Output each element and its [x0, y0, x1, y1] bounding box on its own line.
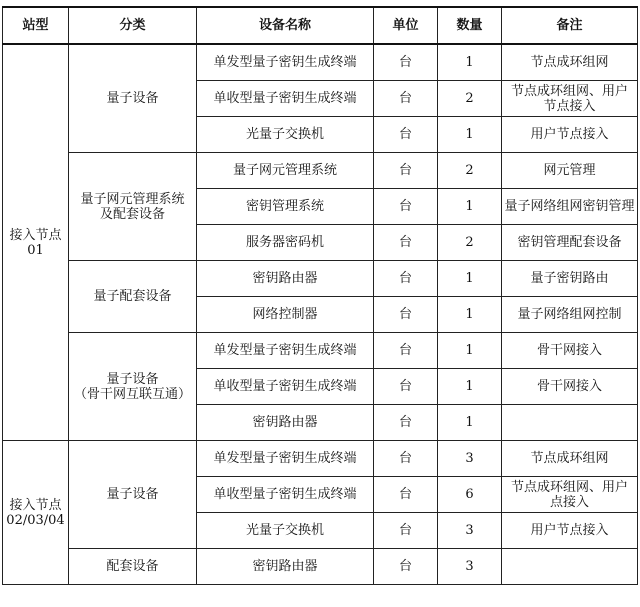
- table-row: [3, 261, 638, 297]
- quantity-cell: 1: [438, 405, 502, 441]
- unit-cell: 台: [374, 153, 438, 189]
- site-type-cell: 接入节点 01: [3, 44, 69, 441]
- device-name-cell: 服务器密码机: [197, 225, 374, 261]
- unit-cell: 台: [374, 405, 438, 441]
- category-cell: 量子配套设备: [69, 261, 197, 333]
- unit-cell: 台: [374, 441, 438, 477]
- remarks-cell: 节点成环组网: [502, 44, 638, 81]
- quantity-cell: 1: [438, 261, 502, 297]
- category-cell: 量子设备 （骨干网互联互通）: [69, 333, 197, 441]
- table-body: [3, 44, 638, 585]
- remarks-cell: 节点成环组网、用户 节点接入: [502, 81, 638, 117]
- unit-cell: 台: [374, 117, 438, 153]
- device-name-cell: 光量子交换机: [197, 117, 374, 153]
- remarks-cell: 量子密钥路由: [502, 261, 638, 297]
- header-remarks: 备注: [502, 7, 638, 44]
- unit-cell: 台: [374, 477, 438, 513]
- remarks-cell: 骨干网接入: [502, 369, 638, 405]
- quantity-cell: 3: [438, 513, 502, 549]
- header-device-name: 设备名称: [197, 7, 374, 44]
- unit-cell: 台: [374, 81, 438, 117]
- equipment-table: [2, 6, 638, 585]
- quantity-cell: 6: [438, 477, 502, 513]
- table-row: [3, 549, 638, 585]
- unit-cell: 台: [374, 189, 438, 225]
- remarks-cell: 节点成环组网: [502, 441, 638, 477]
- quantity-cell: 2: [438, 81, 502, 117]
- quantity-cell: 1: [438, 117, 502, 153]
- unit-cell: 台: [374, 297, 438, 333]
- quantity-cell: 3: [438, 549, 502, 585]
- category-cell: 量子设备: [69, 441, 197, 549]
- quantity-cell: 3: [438, 441, 502, 477]
- device-name-cell: 密钥管理系统: [197, 189, 374, 225]
- header-unit: 单位: [374, 7, 438, 44]
- unit-cell: 台: [374, 333, 438, 369]
- remarks-cell: 节点成环组网、用户 点接入: [502, 477, 638, 513]
- device-name-cell: 单发型量子密钥生成终端: [197, 333, 374, 369]
- header-site-type: 站型: [3, 7, 69, 44]
- device-name-cell: 单收型量子密钥生成终端: [197, 81, 374, 117]
- remarks-cell: [502, 405, 638, 441]
- category-cell: 量子设备: [69, 44, 197, 153]
- unit-cell: 台: [374, 369, 438, 405]
- remarks-cell: 密钥管理配套设备: [502, 225, 638, 261]
- table-header-row: [3, 7, 638, 44]
- quantity-cell: 1: [438, 44, 502, 81]
- unit-cell: 台: [374, 261, 438, 297]
- category-cell: 量子网元管理系统 及配套设备: [69, 153, 197, 261]
- device-name-cell: 单收型量子密钥生成终端: [197, 369, 374, 405]
- device-name-cell: 光量子交换机: [197, 513, 374, 549]
- device-name-cell: 单收型量子密钥生成终端: [197, 477, 374, 513]
- quantity-cell: 1: [438, 297, 502, 333]
- site-type-cell: 接入节点 02/03/04: [3, 441, 69, 585]
- device-name-cell: 单发型量子密钥生成终端: [197, 44, 374, 81]
- quantity-cell: 1: [438, 369, 502, 405]
- unit-cell: 台: [374, 44, 438, 81]
- table-row: [3, 441, 638, 477]
- device-name-cell: 密钥路由器: [197, 261, 374, 297]
- remarks-cell: 量子网络组网控制: [502, 297, 638, 333]
- table-row: [3, 44, 638, 81]
- header-category: 分类: [69, 7, 197, 44]
- device-name-cell: 量子网元管理系统: [197, 153, 374, 189]
- category-cell: 配套设备: [69, 549, 197, 585]
- device-name-cell: 密钥路由器: [197, 405, 374, 441]
- remarks-cell: 骨干网接入: [502, 333, 638, 369]
- device-name-cell: 网络控制器: [197, 297, 374, 333]
- remarks-cell: 量子网络组网密钥管理: [502, 189, 638, 225]
- quantity-cell: 2: [438, 225, 502, 261]
- table-row: [3, 153, 638, 189]
- remarks-cell: [502, 549, 638, 585]
- remarks-cell: 网元管理: [502, 153, 638, 189]
- remarks-cell: 用户节点接入: [502, 117, 638, 153]
- quantity-cell: 1: [438, 333, 502, 369]
- quantity-cell: 2: [438, 153, 502, 189]
- device-name-cell: 单发型量子密钥生成终端: [197, 441, 374, 477]
- unit-cell: 台: [374, 513, 438, 549]
- header-quantity: 数量: [438, 7, 502, 44]
- unit-cell: 台: [374, 225, 438, 261]
- remarks-cell: 用户节点接入: [502, 513, 638, 549]
- device-name-cell: 密钥路由器: [197, 549, 374, 585]
- unit-cell: 台: [374, 549, 438, 585]
- quantity-cell: 1: [438, 189, 502, 225]
- table-row: [3, 333, 638, 369]
